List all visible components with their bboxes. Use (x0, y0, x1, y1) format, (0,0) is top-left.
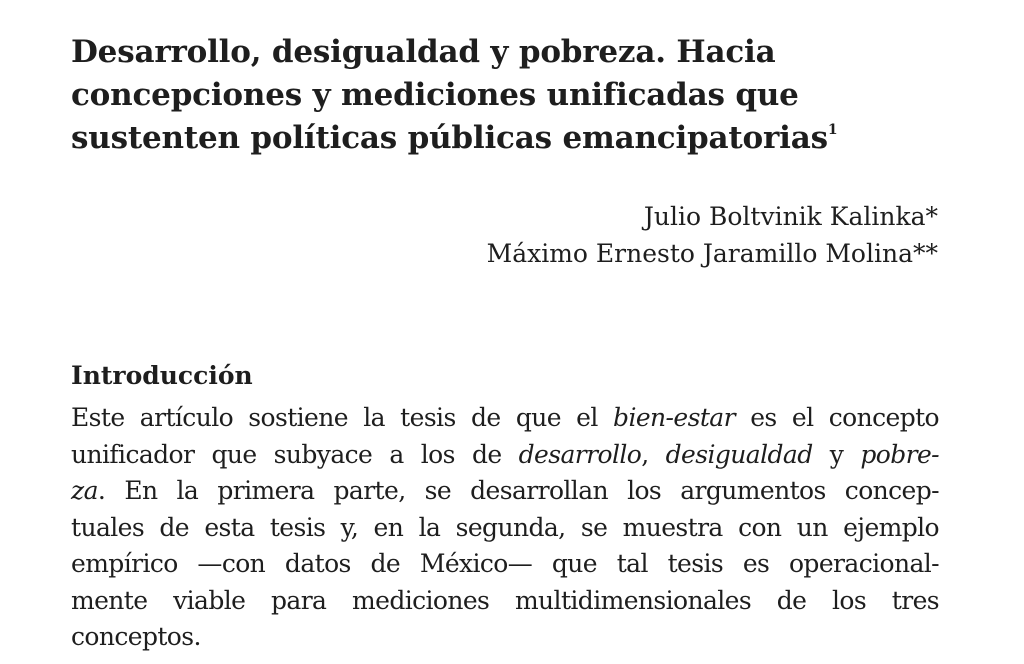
emphasized-term: bien-estar (613, 403, 735, 432)
paragraph-line (71, 400, 939, 437)
text-run: tuales de esta tesis y, en la segunda, se muestra con un ejemplo (71, 512, 939, 542)
emphasized-term: desarrollo (518, 439, 642, 469)
section-heading-introduction: Introducción (71, 361, 253, 390)
text-run: y (812, 439, 861, 469)
text-run: , (641, 439, 666, 469)
paragraph-line (71, 437, 939, 474)
emphasized-term: za (71, 476, 98, 505)
emphasized-term: desigualdad (665, 439, 813, 469)
text-run: . En la primera parte, se desarrollan los argumentos concep- (97, 476, 939, 505)
title-line: concepciones y mediciones unificadas que (71, 77, 799, 113)
paragraph-line (71, 619, 939, 656)
title-line (71, 117, 951, 160)
text-run: mente viable para mediciones multidimensionales de los tres (71, 585, 939, 615)
title-line-text: sustenten políticas públicas emancipatorias (71, 120, 828, 156)
text-run: empírico —con datos de México— que tal tesis es operacional- (71, 549, 939, 578)
author-name: Máximo Ernesto Jaramillo Molina** (486, 239, 938, 268)
title-line: Desarrollo, desigualdad y pobreza. Hacia (71, 34, 776, 70)
article-title (71, 31, 951, 160)
emphasized-term: pobre- (860, 439, 940, 469)
text-run: Este artículo sostiene la tesis de que el (71, 403, 614, 432)
paragraph-line (71, 546, 939, 583)
text-run: conceptos. (71, 622, 201, 651)
footnote-marker[interactable]: 1 (827, 122, 838, 138)
text-run: unificador que subyace a los de (71, 439, 519, 469)
author-name: Julio Boltvinik Kalinka* (643, 202, 938, 231)
paragraph-line (71, 473, 939, 510)
author-list (487, 198, 938, 272)
text-run: es el concepto (734, 403, 939, 432)
paragraph-line (71, 510, 939, 547)
paragraph-line (71, 583, 939, 620)
introduction-paragraph (71, 400, 939, 656)
